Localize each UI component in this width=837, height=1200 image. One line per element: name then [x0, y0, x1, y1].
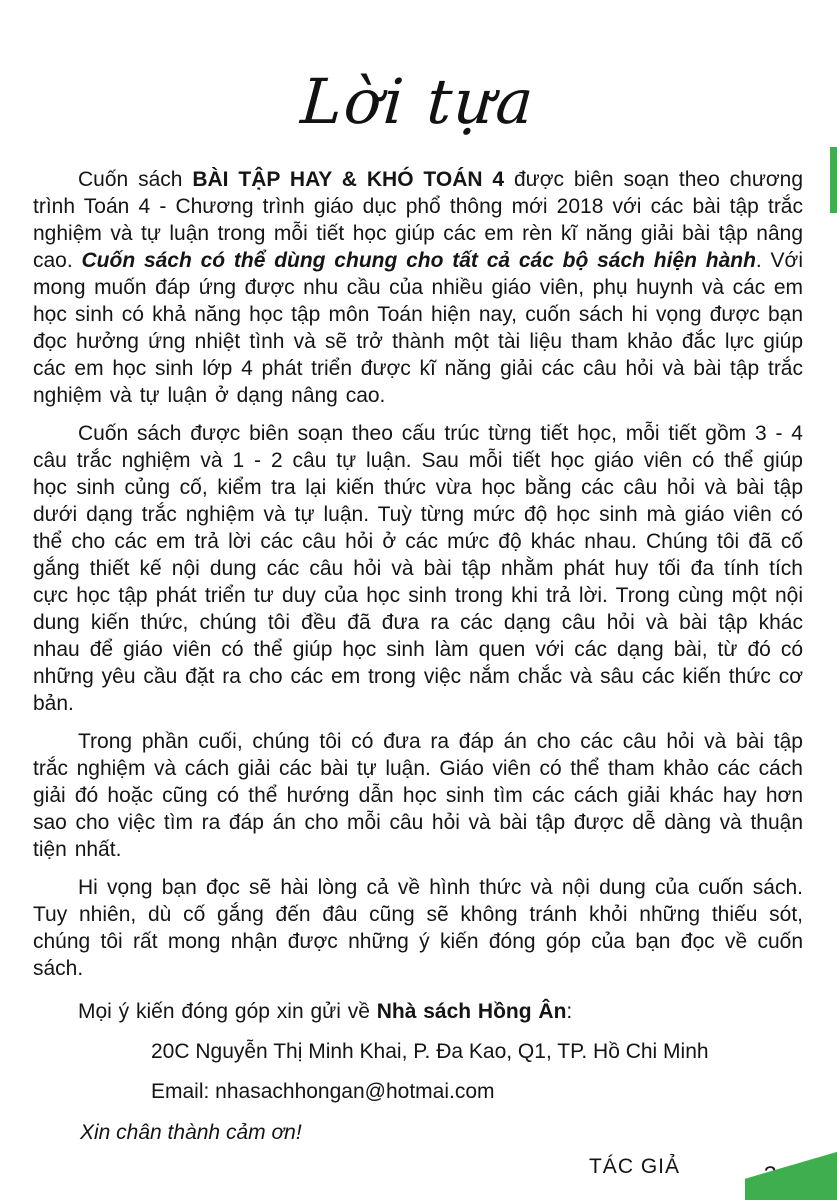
paragraph-2: Cuốn sách được biên soạn theo cấu trúc từng tiết học, mỗi tiết gồm 3 - 4 câu trắc nghiệm và 1 - 2 câu tự luận. Sau mỗi tiết học giáo viên có thể giúp học sinh củng cố, kiểm tra lại kiến thức vừa học bằng các câu hỏi và bài tập dưới dạng trắc nghiệm và tự luận. Tuỳ từng mức độ học sinh mà giáo viên có thể cho các em trả lời các câu hỏi ở các mức độ khác nhau. Chúng tôi đã cố gắng thiết kế nội dung các câu hỏi và bài tập nhằm phát huy tối đa tính tích cực học tập phát triển tư duy của học sinh trong khi trả lời. Trong cùng một nội dung kiến thức, chúng tôi đều đã đưa ra các dạng câu hỏi và bài tập khác nhau để giáo viên có thể giúp học sinh làm quen với các dạng bài, từ đó có những yêu cầu đặt ra cho các em trong việc nắm chắc và sâu các kiến thức cơ bản.	[33, 422, 803, 715]
contact-intro-suffix: :	[566, 1000, 573, 1023]
scan-artifact-green-edge-mark	[830, 147, 837, 213]
email-line: Email: nhasachhongan@hotmai.com	[151, 1080, 495, 1103]
paragraph-4: Hi vọng bạn đọc sẽ hài lòng cả về hình thức và nội dung của cuốn sách. Tuy nhiên, dù cố gắng đến đâu cũng sẽ không tránh khỏi những thiếu sót, chúng tôi rất mong nhận được những ý kiến đóng góp của bạn đọc về cuốn sách.	[33, 876, 803, 980]
address-line: 20C Nguyễn Thị Minh Khai, P. Đa Kao, Q1, TP. Hồ Chi Minh	[151, 1040, 709, 1063]
contact-intro-prefix: Mọi ý kiến đóng góp xin gửi về	[78, 1000, 377, 1023]
paragraph-3: Trong phần cuối, chúng tôi có đưa ra đáp án cho các câu hỏi và bài tập trắc nghiệm và cách giải các bài tự luận. Giáo viên có thể tham khảo các cách giải đó hoặc cũng có thể hướng dẫn học sinh tìm các cách giải khác hay hơn sao cho việc tìm ra đáp án cho mỗi câu hỏi và bài tập được dễ dàng và thuận tiện nhất.	[33, 730, 803, 861]
paragraph-1-rest: . Với mong muốn đáp ứng được nhu cầu của nhiều giáo viên, phụ huynh và các em học sinh có khả năng học tập môn Toán hiện nay, cuốn sách hi vọng được bạn đọc hưởng ứng nhiệt tình và sẽ trở thành một tài liệu tham khảo đắc lực giúp các em học sinh lớp 4 phát triển được kĩ năng giải các câu hỏi và bài tập trắc nghiệm và tự luận ở dạng nâng cao.	[33, 249, 803, 407]
paragraph-1-lead: Cuốn sách	[78, 168, 193, 191]
page-content	[33, 0, 803, 1180]
preface-title: Lời tựa	[298, 65, 538, 138]
paragraph-1-mid: được biên soạn theo chương trình Toán 4 - Chương trình giáo dục phổ thông mới 2018 với các bài tập trắc nghiệm và tự luận trong mỗi tiết học giúp các em rèn kĩ năng giải bài tập nâng cao.	[33, 168, 804, 272]
paragraph-1	[33, 166, 803, 409]
bookstore-name: Nhà sách Hồng Ân	[376, 1000, 567, 1023]
thanks-line: Xin chân thành cảm ơn!	[80, 1121, 302, 1144]
author-signature: TÁC GIẢ	[588, 1155, 680, 1178]
book-title-text: BÀI TẬP HAY & KHÓ TOÁN 4	[192, 168, 505, 191]
contact-intro-line	[33, 998, 803, 1025]
paragraph-1-emphasis: Cuốn sách có thể dùng chung cho tất cả các bộ sách hiện hành	[81, 249, 756, 272]
